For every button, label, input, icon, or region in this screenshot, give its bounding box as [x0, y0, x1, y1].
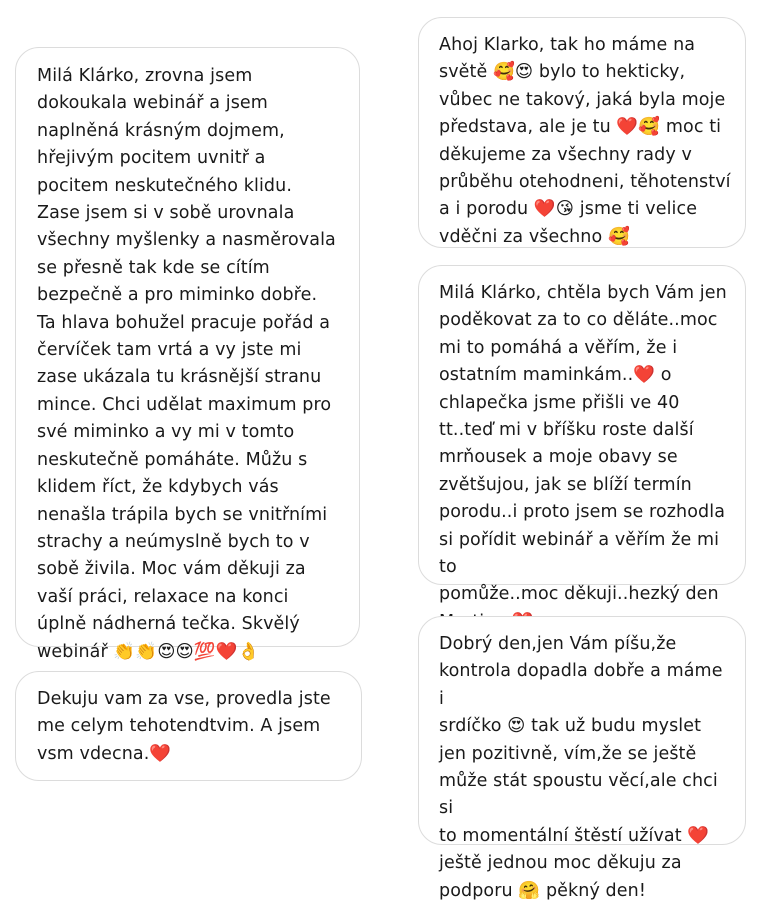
message-bubble-5: Dobrý den,jen Vám píšu,že kontrola dopadla dobře a máme i srdíčko 😍 tak už budu myslet jen pozitivně, vím,že se ještě může stát spoustu věcí,ale chci si to momentální štěstí užívat ❤️ ještě jednou moc děkuju za podporu 🤗 pěkný den!: [418, 616, 746, 845]
message-bubble-1: Milá Klárko, zrovna jsem dokoukala webinář a jsem naplněná krásným dojmem, hřejivým pocitem uvnitř a pocitem neskutečného klidu. Zase jsem si v sobě urovnala všechny myšlenky a nasměrovala se přesně tak kde se cítím bezpečně a pro miminko dobře. Ta hlava bohužel pracuje pořád a červíček tam vrtá a vy jste mi zase ukázala tu krásnější stranu mince. Chci udělat maximum pro své miminko a vy mi v tomto neskutečně pomáháte. Můžu s klidem říct, že kdybych vás nenašla trápila bych se vnitřními strachy a neúmyslně bych to v sobě živila. Moc vám děkuji za vaší práci, relaxace na konci úplně nádherná tečka. Skvělý webinář 👏👏😍😍💯❤️👌: [15, 47, 360, 647]
message-bubble-3: Ahoj Klarko, tak ho máme na světě 🥰😍 bylo to hekticky, vůbec ne takový, jaká byla moje představa, ale je tu ❤️🥰 moc ti děkujeme za všechny rady v průběhu otehodneni, těhotenství a i porodu ❤️😘 jsme ti velice vděčni za všechno 🥰: [418, 17, 746, 248]
message-bubble-4: Milá Klárko, chtěla bych Vám jen poděkovat za to co děláte..moc mi to pomáhá a věřím, že i ostatním maminkám..❤️ o chlapečka jsme přišli ve 40 tt..teď mi v bříšku roste další mrňousek a moje obavy se zvětšujou, jak se blíží termín porodu..i proto jsem se rozhodla si pořídit webinář a věřím že mi to pomůže..moc děkuji..hezký den: [418, 265, 746, 585]
message-bubble-2: Dekuju vam za vse, provedla jste me celym tehotendtvim. A jsem vsm vdecna.❤️: [15, 671, 362, 781]
